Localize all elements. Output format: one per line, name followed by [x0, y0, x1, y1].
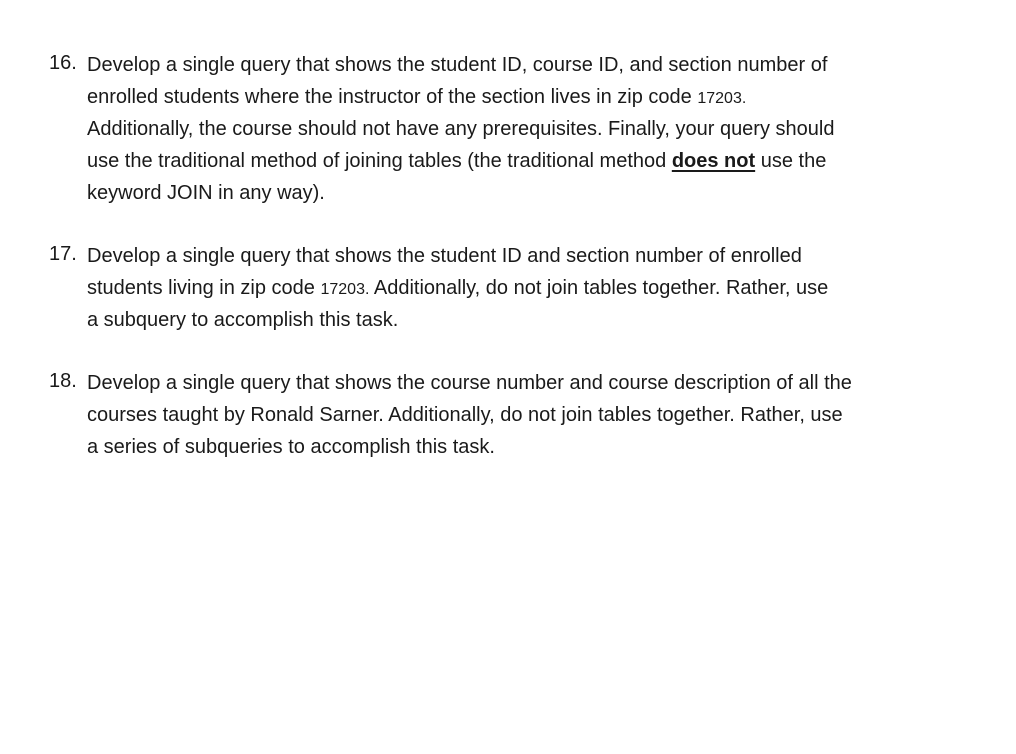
text-run: enrolled students where the instructor of the section lives in zip code [87, 86, 698, 108]
question-text [87, 370, 967, 466]
text-line [87, 52, 967, 84]
emphasized-text: does not [671, 150, 756, 172]
text-run: a series of subqueries to accomplish this task. [87, 436, 495, 458]
text-line [87, 84, 967, 116]
text-run: use the traditional method of joining tables (the traditional method [87, 150, 672, 172]
text-run: Develop a single query that shows the student ID and section number of enrolled [87, 245, 802, 267]
question-number: 17. [49, 243, 77, 265]
question-text [87, 243, 967, 339]
text-line [87, 180, 967, 212]
zip-code: 17203. [697, 90, 747, 107]
text-line [87, 402, 967, 434]
text-run: Additionally, the course should not have any prerequisites. Finally, your query should [87, 118, 835, 140]
question-number: 18. [49, 370, 77, 392]
text-run: students living in zip code [87, 277, 321, 299]
zip-code: 17203. [320, 281, 370, 298]
question-text [87, 52, 967, 212]
text-run: keyword JOIN in any way). [87, 182, 325, 204]
text-line [87, 307, 967, 339]
text-run: Develop a single query that shows the student ID, course ID, and section number of [87, 54, 828, 76]
text-line [87, 434, 967, 466]
text-line [87, 116, 967, 148]
question-number: 16. [49, 52, 77, 74]
text-run: a subquery to accomplish this task. [87, 309, 399, 331]
text-line [87, 148, 967, 180]
text-run: Additionally, do not join tables together. Rather, use [369, 277, 829, 299]
text-run: courses taught by Ronald Sarner. Additionally, do not join tables together. Rather, use [87, 404, 843, 426]
text-run: Develop a single query that shows the course number and course description of all the [87, 372, 852, 394]
text-line [87, 370, 967, 402]
text-run: use the [755, 150, 827, 172]
text-line [87, 243, 967, 275]
text-line [87, 275, 967, 307]
